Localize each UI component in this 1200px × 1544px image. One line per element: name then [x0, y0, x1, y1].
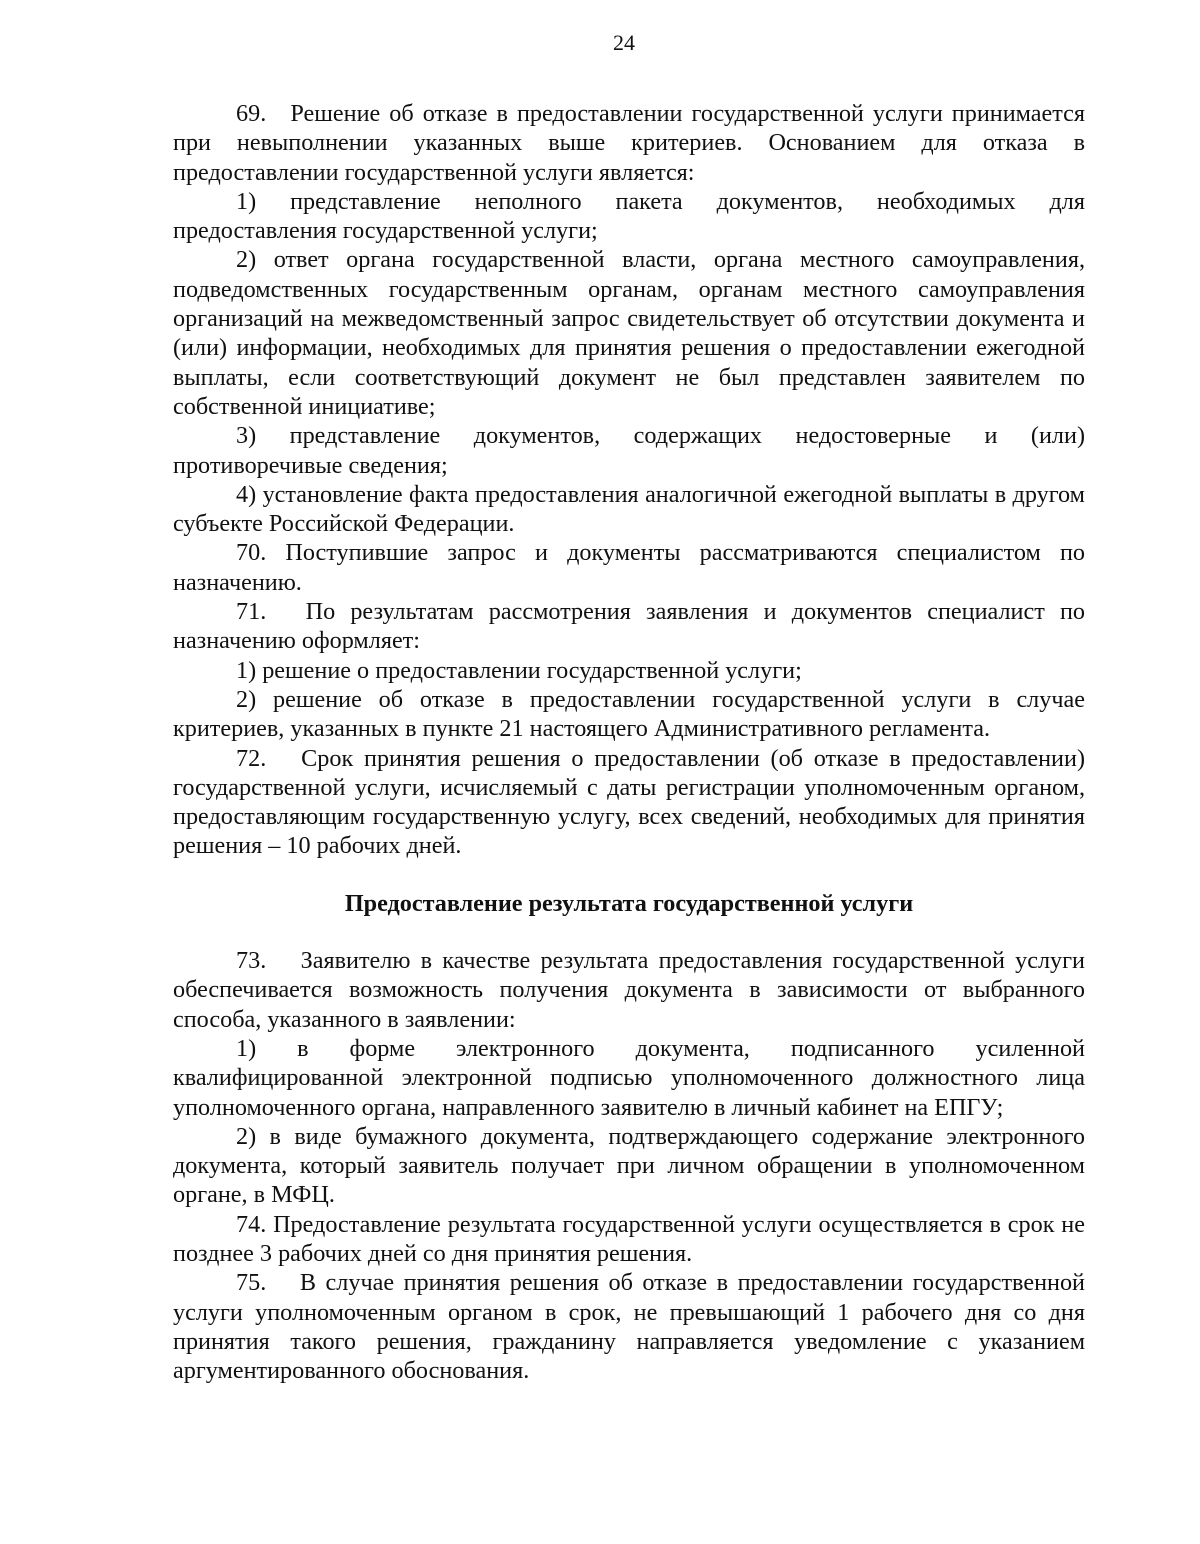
section-heading: Предоставление результата государственной услуги [344, 889, 914, 917]
paragraph-71-item-2: 2) решение об отказе в предоставлении государственной услуги в случае критериев, указанных в пункте 21 настоящего Административного регламента. [173, 685, 1085, 743]
paragraph-69-item-1: 1) представление неполного пакета документов, необходимых для предоставления государственной услуги; [173, 187, 1085, 245]
page-number-text: 24 [613, 30, 635, 55]
paragraph-69-item-2: 2) ответ органа государственной власти, органа местного самоуправления, подведомственных государственным органам, органам местного самоуправления организаций на межведомственный запрос свидетельствует об отсутствии документа и (или) информации, необходимых для принятия решения о предоставлении ежегодной выплаты, если соответствующий документ не был представлен заявителем по собственной инициативе; [173, 246, 1085, 420]
paragraph-73-item-2: 2) в виде бумажного документа, подтверждающего содержание электронного документа, который заявитель получает при личном обращении в уполномоченном органе, в МФЦ. [173, 1122, 1085, 1209]
paragraph-70: 70. Поступившие запрос и документы рассматриваются специалистом по назначению. [173, 539, 1085, 596]
paragraph-73-item-1: 1) в форме электронного документа, подписанного усиленной квалифицированной электронной подписью уполномоченного должностного лица уполномоченного органа, направленного заявителю в личный кабинет на ЕПГУ; [173, 1034, 1085, 1121]
page-number [0, 28, 1200, 58]
document-body [173, 99, 1085, 1385]
paragraph-69: 69. Решение об отказе в предоставлении государственной услуги принимается при невыполнении указанных выше критериев. Основанием для отказа в предоставлении государственной услуги является: [173, 100, 1085, 186]
paragraph-74: 74. Предоставление результата государственной услуги осуществляется в срок не позднее 3 рабочих дней со дня принятия решения. [173, 1210, 1085, 1267]
paragraph-69-item-3: 3) представление документов, содержащих недостоверные и (или) противоречивые сведения; [173, 422, 1085, 479]
paragraph-69-item-4: 4) установление факта предоставления аналогичной ежегодной выплаты в другом субъекте Российской Федерации. [173, 480, 1085, 538]
paragraph-71: 71. По результатам рассмотрения заявления и документов специалист по назначению оформляет: [173, 598, 1085, 655]
paragraph-71-item-1: 1) решение о предоставлении государственной услуги; [236, 656, 802, 684]
paragraph-73: 73. Заявителю в качестве результата предоставления государственной услуги обеспечивается возможность получения документа в зависимости от выбранного способа, указанного в заявлении: [173, 947, 1085, 1033]
paragraph-75: 75. В случае принятия решения об отказе в предоставлении государственной услуги уполномоченным органом в срок, не превышающий 1 рабочего дня со дня принятия такого решения, гражданину направляется уведомление с указанием аргументированного обоснования. [173, 1269, 1085, 1385]
paragraph-72: 72. Срок принятия решения о предоставлении (об отказе в предоставлении) государственной услуги, исчисляемый с даты регистрации уполномоченным органом, предоставляющим государственную услугу, всех сведений, необходимых для принятия решения – 10 рабочих дней. [173, 744, 1085, 860]
